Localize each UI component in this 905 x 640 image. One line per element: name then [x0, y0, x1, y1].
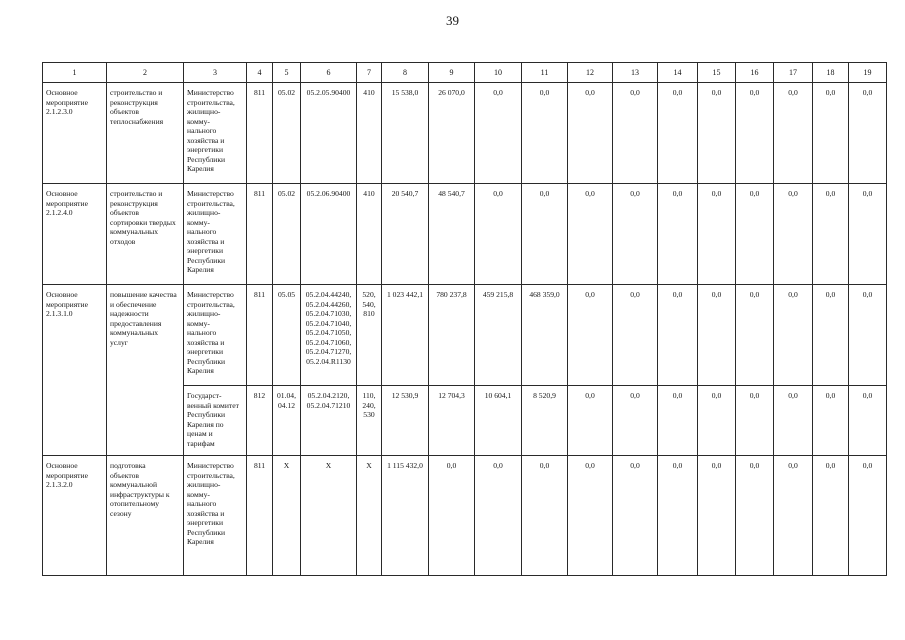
- column-number: 10: [475, 63, 522, 83]
- value-cell: 0,0: [613, 184, 658, 285]
- value-cell: 15 538,0: [382, 83, 429, 184]
- column-number: 15: [698, 63, 736, 83]
- column-number: 18: [813, 63, 849, 83]
- value-cell: 110, 240, 530: [357, 386, 382, 456]
- value-cell: 459 215,8: [475, 285, 522, 386]
- value-cell: 520, 540, 810: [357, 285, 382, 386]
- table-row: [43, 184, 887, 285]
- value-cell: 0,0: [475, 184, 522, 285]
- value-cell: 01.04, 04.12: [273, 386, 301, 456]
- value-cell: X: [301, 456, 357, 576]
- column-number: 8: [382, 63, 429, 83]
- value-cell: 0,0: [658, 184, 698, 285]
- activity-cell: Основное мероприятие 2.1.3.1.0: [43, 285, 107, 456]
- column-number: 16: [736, 63, 774, 83]
- value-cell: 0,0: [698, 386, 736, 456]
- value-cell: 0,0: [658, 285, 698, 386]
- value-cell: 0,0: [522, 456, 568, 576]
- value-cell: 05.05: [273, 285, 301, 386]
- value-cell: 0,0: [813, 83, 849, 184]
- value-cell: 780 237,8: [429, 285, 475, 386]
- value-cell: 811: [247, 83, 273, 184]
- value-cell: 0,0: [849, 83, 887, 184]
- value-cell: 410: [357, 83, 382, 184]
- page-number: 39: [446, 13, 459, 28]
- executor-cell: Министерство строительства, жилищно- комму- нального хозяйства и энергетики Республики Карелия: [184, 83, 247, 184]
- column-number: 17: [774, 63, 813, 83]
- value-cell: 05.2.05.90400: [301, 83, 357, 184]
- value-cell: 0,0: [613, 386, 658, 456]
- value-cell: 0,0: [522, 184, 568, 285]
- column-number: 2: [107, 63, 184, 83]
- value-cell: 0,0: [568, 83, 613, 184]
- value-cell: 05.02: [273, 83, 301, 184]
- column-number: 14: [658, 63, 698, 83]
- description-cell: строительство и реконструкция объектов сортировки твердых коммунальных отходов: [107, 184, 184, 285]
- value-cell: 48 540,7: [429, 184, 475, 285]
- value-cell: 05.2.04.44240, 05.2.04.44260, 05.2.04.71030, 05.2.04.71040, 05.2.04.71050, 05.2.04.71060, 05.2.04.71270, 05.2.04.R1130: [301, 285, 357, 386]
- value-cell: 05.2.06.90400: [301, 184, 357, 285]
- value-cell: 0,0: [813, 285, 849, 386]
- value-cell: 0,0: [813, 386, 849, 456]
- value-cell: X: [273, 456, 301, 576]
- value-cell: 12 530,9: [382, 386, 429, 456]
- value-cell: 0,0: [849, 386, 887, 456]
- value-cell: 811: [247, 456, 273, 576]
- column-number: 12: [568, 63, 613, 83]
- value-cell: 0,0: [736, 285, 774, 386]
- executor-cell: Государст- венный комитет Республики Карелия по ценам и тарифам: [184, 386, 247, 456]
- value-cell: 811: [247, 285, 273, 386]
- value-cell: 1 023 442,1: [382, 285, 429, 386]
- value-cell: 0,0: [568, 285, 613, 386]
- activity-cell: Основное мероприятие 2.1.2.4.0: [43, 184, 107, 285]
- activity-cell: Основное мероприятие 2.1.3.2.0: [43, 456, 107, 576]
- value-cell: 811: [247, 184, 273, 285]
- value-cell: 0,0: [658, 386, 698, 456]
- value-cell: 0,0: [774, 83, 813, 184]
- column-number: 11: [522, 63, 568, 83]
- column-number: 5: [273, 63, 301, 83]
- column-number: 3: [184, 63, 247, 83]
- value-cell: 0,0: [698, 456, 736, 576]
- value-cell: 0,0: [698, 285, 736, 386]
- program-table: [42, 62, 887, 576]
- value-cell: 410: [357, 184, 382, 285]
- table-header-row: [43, 63, 887, 83]
- value-cell: 0,0: [849, 456, 887, 576]
- column-number: 1: [43, 63, 107, 83]
- value-cell: 26 070,0: [429, 83, 475, 184]
- value-cell: 20 540,7: [382, 184, 429, 285]
- description-cell: строительство и реконструкция объектов теплоснабжения: [107, 83, 184, 184]
- description-cell: подготовка объектов коммунальной инфраструктуры к отопительному сезону: [107, 456, 184, 576]
- value-cell: 0,0: [736, 456, 774, 576]
- value-cell: 0,0: [475, 83, 522, 184]
- value-cell: 0,0: [522, 83, 568, 184]
- value-cell: 0,0: [813, 456, 849, 576]
- value-cell: 0,0: [774, 386, 813, 456]
- executor-cell: Министерство строительства, жилищно- комму- нального хозяйства и энергетики Республики Карелия: [184, 285, 247, 386]
- value-cell: 0,0: [736, 83, 774, 184]
- value-cell: 0,0: [774, 184, 813, 285]
- value-cell: 05.02: [273, 184, 301, 285]
- value-cell: 812: [247, 386, 273, 456]
- value-cell: 0,0: [774, 456, 813, 576]
- value-cell: 0,0: [475, 456, 522, 576]
- value-cell: 0,0: [813, 184, 849, 285]
- value-cell: 10 604,1: [475, 386, 522, 456]
- value-cell: 05.2.04.2120, 05.2.04.71210: [301, 386, 357, 456]
- value-cell: 468 359,0: [522, 285, 568, 386]
- value-cell: 0,0: [613, 285, 658, 386]
- value-cell: 0,0: [849, 285, 887, 386]
- value-cell: 0,0: [849, 184, 887, 285]
- value-cell: 1 115 432,0: [382, 456, 429, 576]
- executor-cell: Министерство строительства, жилищно- комму- нального хозяйства и энергетики Республики Карелия: [184, 184, 247, 285]
- value-cell: 0,0: [613, 83, 658, 184]
- value-cell: 0,0: [568, 386, 613, 456]
- value-cell: 0,0: [429, 456, 475, 576]
- column-number: 19: [849, 63, 887, 83]
- value-cell: 0,0: [698, 184, 736, 285]
- column-number: 4: [247, 63, 273, 83]
- value-cell: 0,0: [658, 456, 698, 576]
- column-number: 6: [301, 63, 357, 83]
- value-cell: 0,0: [568, 456, 613, 576]
- table-row: [43, 456, 887, 576]
- table-row: [43, 285, 887, 386]
- value-cell: 0,0: [613, 456, 658, 576]
- description-cell: повышение качества и обеспечение надежности предоставления коммунальных услуг: [107, 285, 184, 456]
- value-cell: 0,0: [698, 83, 736, 184]
- activity-cell: Основное мероприятие 2.1.2.3.0: [43, 83, 107, 184]
- column-number: 13: [613, 63, 658, 83]
- column-number: 9: [429, 63, 475, 83]
- value-cell: 8 520,9: [522, 386, 568, 456]
- value-cell: 12 704,3: [429, 386, 475, 456]
- value-cell: 0,0: [736, 386, 774, 456]
- executor-cell: Министерство строительства, жилищно- комму- нального хозяйства и энергетики Республики Карелия: [184, 456, 247, 576]
- value-cell: X: [357, 456, 382, 576]
- value-cell: 0,0: [658, 83, 698, 184]
- column-number: 7: [357, 63, 382, 83]
- value-cell: 0,0: [568, 184, 613, 285]
- table-row: [43, 83, 887, 184]
- value-cell: 0,0: [774, 285, 813, 386]
- value-cell: 0,0: [736, 184, 774, 285]
